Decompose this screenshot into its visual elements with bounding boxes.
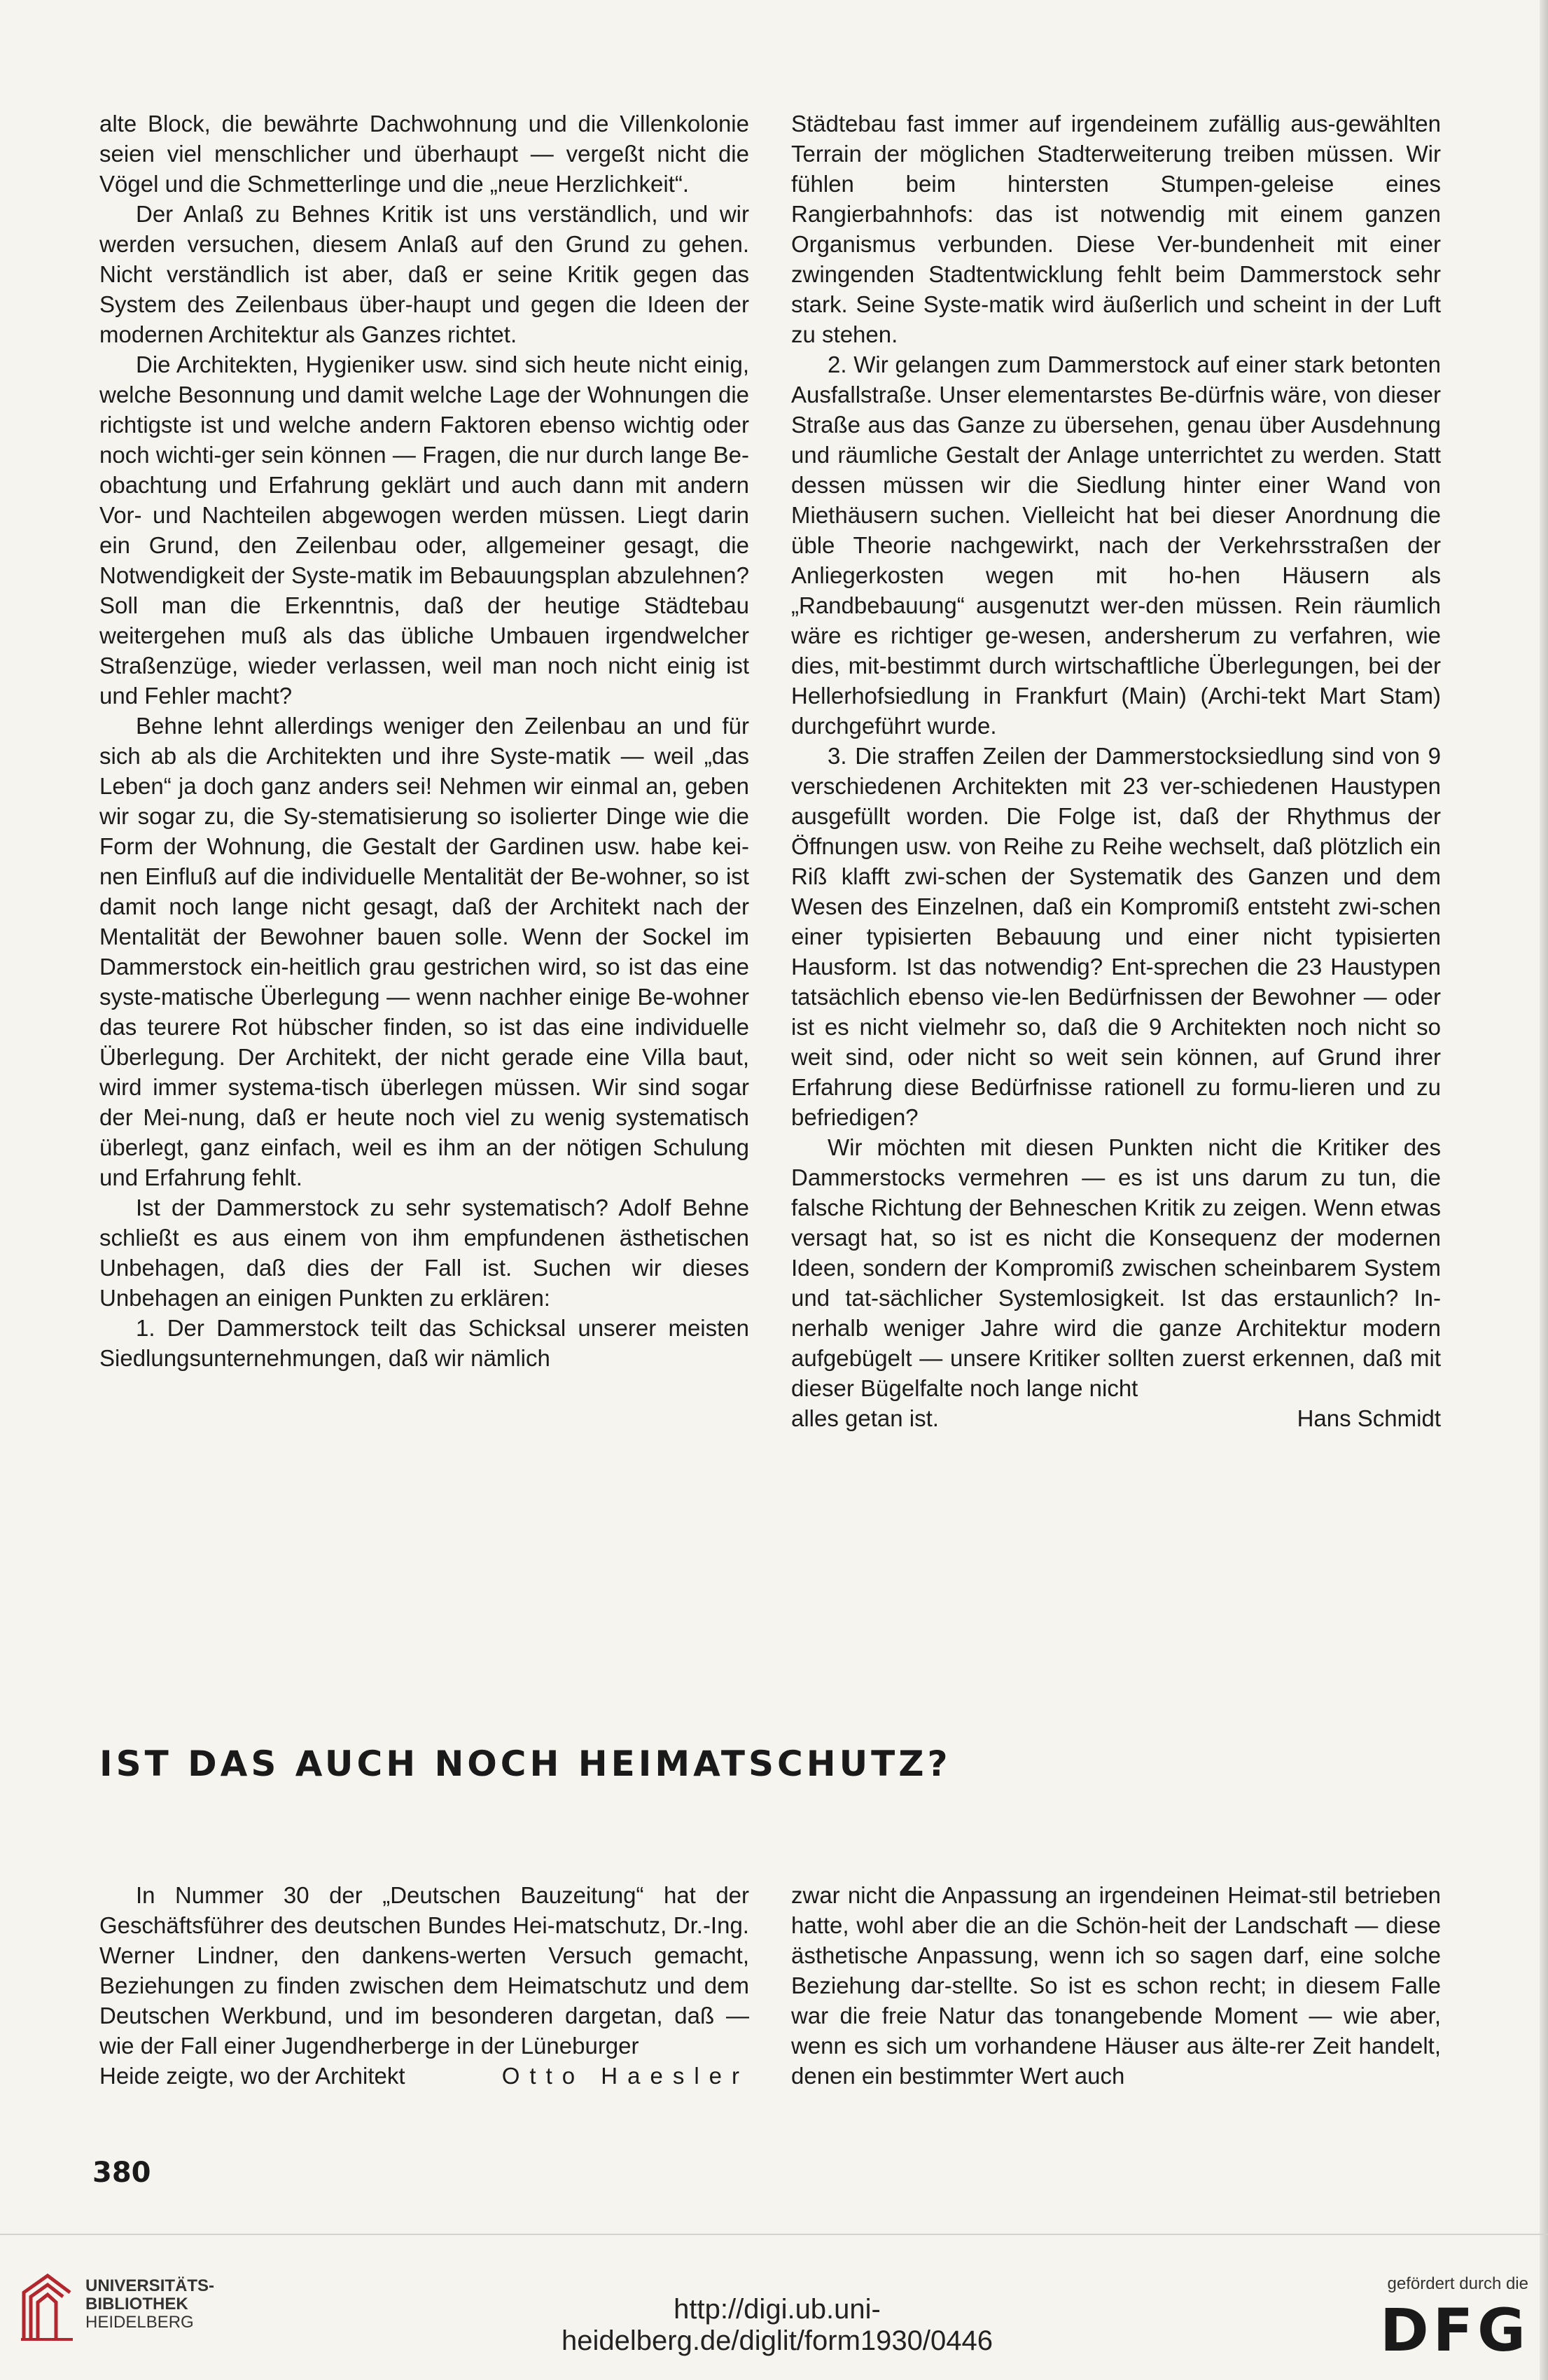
text-line: Ist der Dammerstock zu sehr systematisch? Adolf: [136, 1195, 671, 1220]
text-line: dürfnis wäre, von dieser Straße aus das Ganze zu: [791, 382, 1441, 438]
text-line: müssen. Liegt darin ein Grund, den Zeilenbau oder,: [99, 502, 749, 558]
text-line: von Miethäusern suchen. Vielleicht hat bei dieser: [791, 472, 1442, 528]
text-line: vielmehr so, daß die 9 Architekten noch nicht so: [919, 1014, 1441, 1040]
text-line: Kompromiß zwischen scheinbarem System und tat-: [791, 1255, 1441, 1311]
article-column-top-left: [99, 109, 749, 1373]
text-line: matik im Bebauungsplan abzulehnen? Soll man die: [99, 562, 749, 618]
text-line: der Hellerhofsiedlung in Frankfurt (Main) (Archi-: [791, 653, 1441, 709]
text-line: typisierten Hausform. Ist das notwendig? Ent-: [791, 924, 1441, 980]
text-line: nen Einfluß auf die individuelle Mentalität der Be-: [99, 863, 607, 889]
architect-name: Otto Haesler: [501, 2063, 749, 2089]
text-line: modern aufgebügelt — unsere Kritiker sollten zuerst: [791, 1315, 1442, 1371]
text-line: matik wird äußerlich und scheint in der Luft zu: [791, 291, 1441, 347]
text-line: Behne lehnt allerdings weniger den Zeilenbau an: [136, 713, 662, 739]
text-line: allgemeiner gesagt, die Notwendigkeit der Syste-: [99, 532, 749, 588]
text-line: fehlt beim Dammerstock sehr stark. Seine Syste-: [791, 261, 1441, 317]
text-line: 2. Wir gelangen zum Dammerstock auf einer stark: [828, 352, 1344, 377]
text-line: nung, daß er heute noch viel zu wenig systematisch: [188, 1104, 749, 1130]
text-line: sächlicher Systemlosigkeit. Ist das erstaunlich? In-: [879, 1285, 1441, 1311]
text-line: stematisierung so isolierter Dinge wie die Form der: [99, 803, 749, 859]
text-line: nicht einig, welche Besonnung und damit welche: [99, 352, 749, 408]
text-line: weit sind, oder nicht so weit sein können, auf Grund: [791, 1044, 1382, 1070]
text-line: Wohnung, die Gestalt der Gardinen usw. habe kei-: [207, 833, 750, 859]
text-line: Die Architekten, Hygieniker usw. sind sich heute: [136, 352, 631, 377]
text-line: ger sein können — Fragen, die nur durch lange Be-: [221, 442, 750, 468]
text-line: Suchen wir dieses Unbehagen an einigen Punkten: [99, 1255, 749, 1311]
text-line: seine Kritik gegen das System des Zeilenbaus über-: [99, 261, 750, 317]
funder-caption: gefördert durch die: [1387, 2274, 1528, 2293]
text-line: heitlich grau gestrichen wird, so ist das eine syste-: [99, 954, 749, 1010]
text-line: werten Versuch gemacht, Beziehungen zu finden: [99, 1942, 749, 1998]
text-line: bundenheit mit einer zwingenden Stadtentwicklung: [791, 231, 1441, 287]
article-heading: IST DAS AUCH NOCH HEIMATSCHUTZ?: [99, 1744, 951, 1784]
text-line: die freie Natur das tonangebende Moment — wie: [839, 2003, 1379, 2028]
text-line: 1. Der Dammerstock teilt das Schicksal unserer: [136, 1315, 657, 1341]
text-line: Verkehrsstraßen der Anliegerkosten wegen mit ho-: [791, 532, 1441, 588]
paragraph: [99, 1192, 749, 1313]
text-line: Anordnung die üble Theorie nachgewirkt, nach der: [791, 502, 1441, 558]
library-name-line-2: BIBLIOTHEK: [85, 2295, 188, 2313]
text-line: treiben müssen. Wir fühlen beim hintersten Stumpen-: [791, 141, 1441, 197]
text-line: alte Block, die bewährte Dachwohnung und die: [99, 111, 609, 137]
text-line: ist, daß der Rhythmus der Öffnungen usw. von Reihe: [791, 803, 1441, 859]
text-line: zu tun, die falsche Richtung der Behneschen Kritik: [791, 1164, 1441, 1220]
text-line: Lage der Wohnungen die richtigste ist und welche: [99, 382, 750, 438]
text-line: schen der Systematik des Ganzen und dem Wesen: [791, 863, 1442, 919]
paragraph: [99, 1313, 749, 1373]
paragraph: [791, 1880, 1441, 2091]
paragraph: [791, 109, 1441, 349]
page-number: 380: [92, 2157, 151, 2189]
text-line: eine individuelle Überlegung. Der Architekt, der: [99, 1014, 749, 1070]
text-line: 3. Die straffen Zeilen der Dammerstocksiedlung: [828, 743, 1324, 769]
text-line: matschutz, Dr.-Ing. Werner Lindner, den dankens-: [99, 1912, 749, 1968]
paragraph: [99, 1880, 749, 2061]
text-line: und wir werden versuchen, diesem Anlaß auf den: [99, 201, 749, 257]
text-line: geleise eines Rangierbahnhofs: das ist notwendig: [791, 171, 1442, 227]
text-line: wenn ich so sagen darf, eine solche Beziehung dar-: [791, 1942, 1441, 1998]
permalink-url[interactable]: http://digi.ub.uni-heidelberg.de/diglit/form1930/0446: [562, 2294, 993, 2356]
text-line: — vergeßt nicht die Vögel und die Schmetterlinge: [99, 141, 749, 197]
signoff-line: [791, 1403, 1441, 1433]
text-line: rer Zeit handelt, denen ein bestimmter Wert auch: [791, 2033, 1441, 2089]
text-line: lieren und zu befriedigen?: [791, 1074, 1441, 1130]
paragraph: [791, 349, 1441, 741]
text-line: meisten Siedlungsunternehmungen, daß wir nämlich: [99, 1315, 750, 1371]
text-line: nicht gerade eine Villa baut, wird immer systema-: [99, 1044, 749, 1100]
footer-divider: [0, 2234, 1548, 2235]
text-line: stehen.: [822, 321, 898, 347]
text-line: der Fall einer Jugendherberge in der Lüneburger: [140, 2033, 639, 2059]
text-line: einig ist und Fehler macht?: [99, 653, 750, 709]
text-line: der Geschäftsführer des deutschen Bundes Hei-: [99, 1882, 750, 1938]
paragraph: [99, 109, 749, 199]
text-line: Behne schließt es aus einem von ihm empfundenen: [99, 1195, 749, 1251]
text-line: bestimmt durch wirtschaftliche Überlegungen, bei: [886, 653, 1400, 678]
text-line: tisch überlegen müssen. Wir sind sogar der Mei-: [99, 1074, 749, 1130]
text-line: stellte. So ist es schon recht; in diesem Falle war: [791, 1972, 1441, 2028]
text-line: sprechen die 23 Haustypen tatsächlich ebenso vie-: [791, 954, 1441, 1010]
paragraph: [99, 199, 749, 349]
text-line: nerhalb weniger Jahre wird die ganze Architektur: [791, 1315, 1347, 1341]
text-line: mit einem ganzen Organismus verbunden. Diese Ver-: [791, 201, 1441, 257]
article-column-bottom-right: [791, 1880, 1441, 2091]
text-line: Städtebau fast immer auf irgendeinem zufällig aus-: [791, 111, 1336, 137]
text-line: gewählten Terrain der möglichen Stadterweiterung: [791, 111, 1441, 167]
text-line: ästhetischen Unbehagen, daß dies der Fall ist.: [99, 1225, 749, 1281]
text-line: ihrer Erfahrung diese Bedürfnisse rationell zu formu-: [791, 1044, 1441, 1100]
text-line: Wir möchten mit diesen Punkten nicht die Kritiker: [828, 1134, 1389, 1160]
library-name-line-3: HEIDELBERG: [85, 2313, 194, 2332]
text-line: Der Anlaß zu Behnes Kritik ist uns verständlich,: [136, 201, 658, 227]
text-line: aber, wenn es sich um vorhandene Häuser aus älte-: [791, 2003, 1441, 2059]
bottom-left-last-line: [99, 2061, 749, 2091]
text-line: zu Reihe wechselt, daß plötzlich ein Riß klafft zwi-: [791, 833, 1441, 889]
text-line: Gestalt der Anlage unterrichtet zu werden. Statt: [946, 442, 1442, 468]
text-line: sind von 9 verschiedenen Architekten mit 23 ver-: [791, 743, 1441, 799]
text-line: übersehen, genau über Ausdehnung und räumliche: [791, 412, 1442, 468]
text-line: betonten Ausfallstraße. Unser elementarstes Be-: [791, 352, 1441, 408]
text-line: len Bedürfnissen der Bewohner — oder ist es nicht: [791, 984, 1441, 1040]
text-line: muß als das übliche Umbauen irgendwelcher: [241, 622, 750, 648]
text-line: obachtung und Erfahrung geklärt und auch dann: [99, 472, 625, 498]
text-line: erkennen, daß mit dieser Bügelfalte noch lange nicht: [791, 1345, 1442, 1401]
library-name: [85, 2277, 214, 2332]
text-line: In Nummer 30 der „Deutschen Bauzeitung“ hat: [136, 1882, 696, 1908]
text-line: wohner, so ist damit noch lange nicht gesagt, daß: [99, 863, 749, 919]
text-line: tekt Mart Stam) durchgeführt wurde.: [791, 683, 1441, 739]
last-line-text: Heide zeigte, wo der Architekt: [99, 2063, 405, 2089]
page-edge: [1540, 0, 1548, 2380]
university-library-logo-icon: [20, 2271, 74, 2341]
text-line: dessen müssen wir die Siedlung hinter einer Wand: [791, 472, 1387, 498]
text-line: hen Häusern als „Randbebauung“ ausgenutzt wer-: [791, 562, 1441, 618]
article-author: Hans Schmidt: [1297, 1405, 1441, 1431]
text-line: zwar nicht die Anpassung an irgendeinen Heimat-: [791, 1882, 1309, 1908]
text-line: Straßenzüge, wieder verlassen, weil man noch nicht: [99, 653, 657, 678]
text-line: matische Überlegung — wenn nachher einige Be-: [161, 984, 674, 1010]
paragraph: [791, 1132, 1441, 1403]
text-line: der Architekt nach der Mentalität der Bewohner: [99, 893, 749, 949]
text-line: den müssen. Rein räumlich wäre es richtiger ge-: [791, 592, 1441, 648]
text-line: schiedenen Haustypen ausgefüllt worden. Die Folge: [791, 773, 1441, 829]
text-line: schen einer typisierten Bebauung und einer nicht: [791, 893, 1441, 949]
text-line: wohner das teurere Rot hübscher finden, so ist das: [99, 984, 749, 1040]
text-line: stil betrieben hatte, wohl aber die an die Schön-: [791, 1882, 1442, 1938]
article-column-bottom-left: [99, 1880, 749, 2061]
text-line: Villenkolonie seien viel menschlicher und überhaupt: [99, 111, 749, 167]
paragraph: [99, 711, 749, 1192]
text-line: heit der Landschaft — diese ästhetische Anpassung,: [791, 1912, 1441, 1968]
paragraph: [791, 741, 1441, 1132]
text-line: und die „neue Herzlichkeit“.: [407, 171, 690, 197]
text-line: überlegt, ganz einfach, weil es ihm an der nötigen: [99, 1134, 643, 1160]
text-line: Schulung und Erfahrung fehlt.: [99, 1134, 750, 1190]
text-line: Werkbund, und im besonderen dargetan, daß — wie: [99, 2003, 749, 2059]
paragraph: [99, 349, 749, 711]
text-line: matik — weil „das Leben“ ja doch ganz anders sei!: [99, 743, 749, 799]
text-line: des Einzelnen, daß ein Kompromiß entsteht zwi-: [870, 893, 1379, 919]
text-line: Erkenntnis, daß der heutige Städtebau weitergehen: [99, 592, 749, 648]
text-line: Grund zu gehen. Nicht verständlich ist aber, daß er: [99, 231, 750, 287]
text-line: des Dammerstocks vermehren — es ist uns darum: [791, 1134, 1441, 1190]
article-column-top-right: [791, 109, 1441, 1403]
text-line: mit andern Vor- und Nachteilen abgewogen werden: [99, 472, 749, 528]
text-line: haupt und gegen die Ideen der modernen Architektur: [99, 291, 749, 347]
digitization-footer: [0, 2234, 1548, 2380]
text-line: als Ganzes richtet.: [325, 321, 517, 347]
text-line: Nehmen wir einmal an, geben wir sogar zu, die Sy-: [99, 773, 749, 829]
text-line: zwischen dem Heimatschutz und dem Deutschen: [99, 1972, 750, 2028]
dfg-logo: DFG: [1379, 2296, 1530, 2365]
text-line: zu zeigen. Wenn etwas versagt hat, so ist es nicht: [791, 1195, 1441, 1251]
signoff-text: alles getan ist.: [791, 1405, 939, 1431]
text-line: die Konsequenz der modernen Ideen, sondern der: [791, 1225, 1442, 1281]
text-line: bauen solle. Wenn der Sockel im Dammerstock ein-: [99, 924, 750, 980]
text-line: wesen, andersherum zu verfahren, wie dies, mit-: [791, 622, 1442, 678]
text-line: und für sich ab als die Architekten und ihre Syste-: [99, 713, 749, 769]
text-line: andern Faktoren ebenso wichtig oder noch wichti-: [99, 412, 749, 468]
library-name-line-1: UNIVERSITÄTS-: [85, 2276, 215, 2295]
text-line: zu erklären:: [429, 1285, 550, 1311]
